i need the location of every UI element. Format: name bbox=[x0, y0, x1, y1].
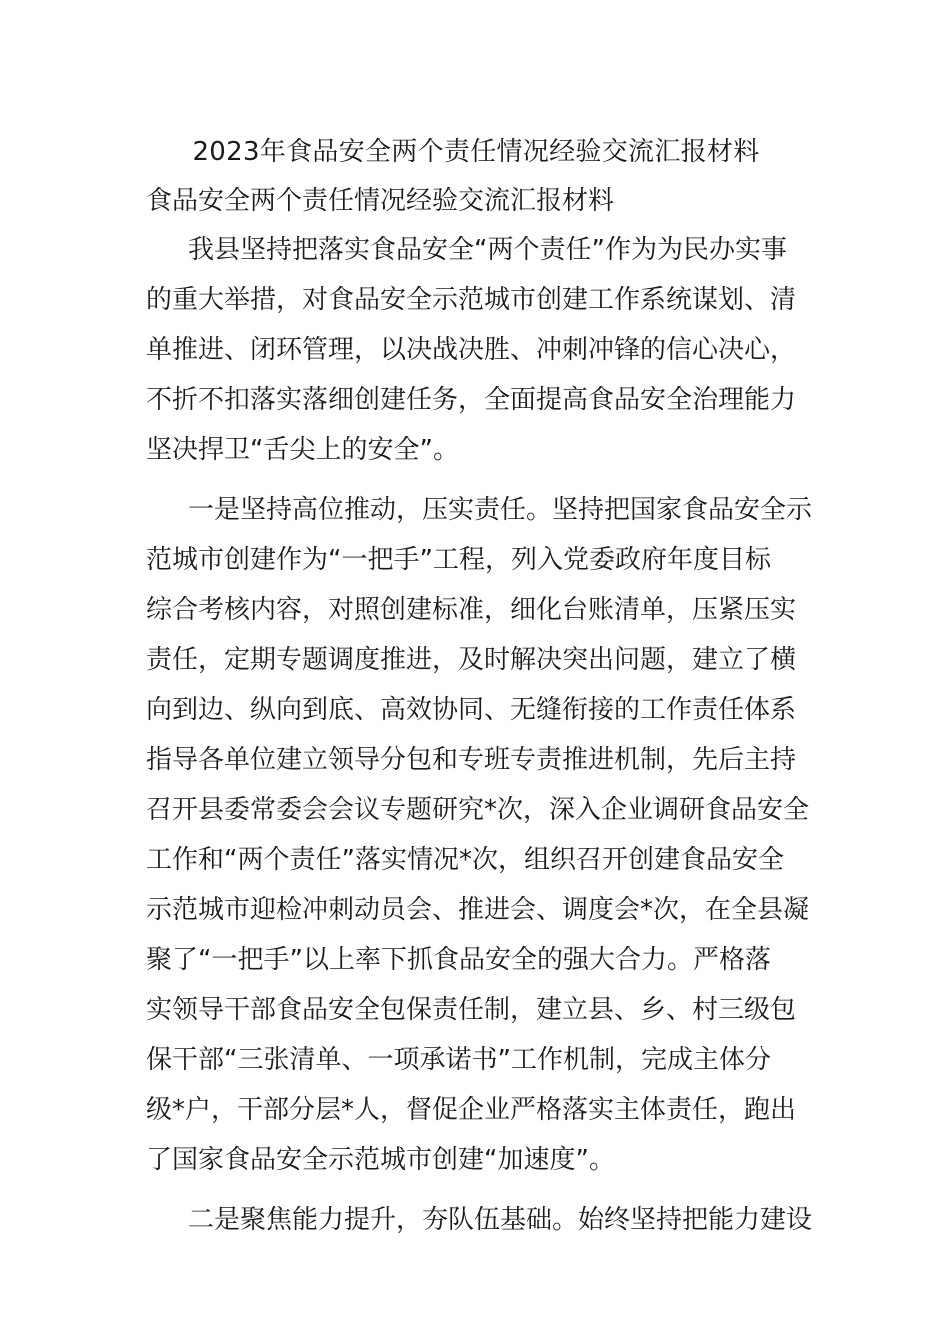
paragraph-line: 范城市创建作为“一把手”工程，列入党委政府年度目标 bbox=[146, 545, 771, 575]
paragraph-line: 保干部“三张清单、一项承诺书”工作机制，完成主体分 bbox=[146, 1045, 771, 1075]
document-title: 2023年食品安全两个责任情况经验交流汇报材料 bbox=[192, 137, 760, 167]
paragraph-line: 综合考核内容，对照创建标准，细化台账清单，压紧压实 bbox=[146, 595, 797, 625]
paragraph-gap bbox=[146, 1185, 810, 1195]
paragraph-line: 示范城市迎检冲刺动员会、推进会、调度会*次，在全县凝 bbox=[146, 895, 810, 925]
paragraph-gap bbox=[146, 475, 810, 485]
paragraph-line: 聚了“一把手”以上率下抓食品安全的强大合力。严格落 bbox=[146, 945, 771, 975]
paragraph-line: 的重大举措，对食品安全示范城市创建工作系统谋划、清 bbox=[146, 285, 797, 315]
document-body bbox=[146, 225, 813, 1245]
paragraph-line: 了国家食品安全示范城市创建“加速度”。 bbox=[146, 1145, 615, 1175]
paragraph-line: 不折不扣落实落细创建任务，全面提高食品安全治理能力 bbox=[146, 385, 797, 415]
paragraph-line: 级*户，干部分层*人，督促企业严格落实主体责任，跑出 bbox=[146, 1095, 797, 1125]
paragraph-line: 二是聚焦能力提升，夯队伍基础。始终坚持把能力建设 bbox=[188, 1205, 813, 1235]
paragraph-line: 一是坚持高位推动，压实责任。坚持把国家食品安全示 bbox=[188, 495, 813, 525]
paragraph-line: 责任，定期专题调度推进，及时解决突出问题，建立了横 bbox=[146, 645, 797, 675]
paragraph-line: 单推进、闭环管理，以决战决胜、冲刺冲锋的信心决心， bbox=[146, 335, 797, 365]
paragraph-line: 坚决捍卫“舌尖上的安全”。 bbox=[146, 435, 459, 465]
document-subtitle: 食品安全两个责任情况经验交流汇报材料 bbox=[146, 186, 615, 216]
paragraph-line: 召开县委常委会会议专题研究*次，深入企业调研食品安全 bbox=[146, 795, 810, 825]
paragraph-line: 向到边、纵向到底、高效协同、无缝衔接的工作责任体系 bbox=[146, 695, 797, 725]
paragraph-line: 指导各单位建立领导分包和专班专责推进机制，先后主持 bbox=[146, 745, 797, 775]
paragraph-line: 工作和“两个责任”落实情况*次，组织召开创建食品安全 bbox=[146, 845, 784, 875]
paragraph-line: 我县坚持把落实食品安全“两个责任”作为为民办实事 bbox=[188, 235, 787, 265]
paragraph-line: 实领导干部食品安全包保责任制，建立县、乡、村三级包 bbox=[146, 995, 797, 1025]
